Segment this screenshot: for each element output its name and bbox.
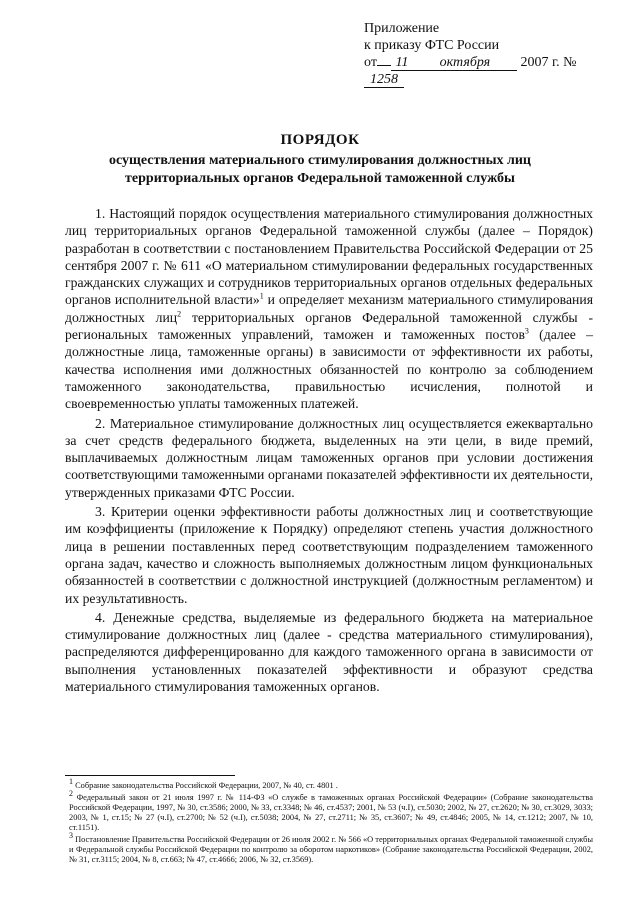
footnote-divider (65, 775, 235, 776)
date-month: октября (413, 55, 517, 71)
paragraph-1-part-c: территориальных органов Федеральной таможенной службы - региональных таможенных управлений, таможен и таможенных постов (65, 309, 594, 343)
footnote-2-text: Федеральный закон от 21 июля 1997 г. № 114-ФЗ «О службе в таможенных органах Российской Федерации» (Собрание законодательства Российской Федерации, 1997, № 30, ст.3586; 2000, № 33, ст.3348; № 46, ст.4537; 2001, № 53 (ч.I), ст.5030; 2002, № 27, ст.2620; № 30, ст.3029, 3033; 2003, № 1, ст.15; № 27 (ч.I), ст.2700; № 52 (ч.I), ст.5038; 2004, № 27, ст.2711; № 35, ст.3607; № 49, ст.4846; 2005, № 14, ст.1212; 2007, № 10, ст.1151). (69, 793, 593, 832)
paragraph-4: 4. Денежные средства, выделяемые из федерального бюджета на материальное стимулирование должностных лиц (далее - средства материального стимулирования), распределяются дифференцированно для каждого таможенного органа в зависимости от выполнения установленных показателей эффективности и образуют средства материального стимулирования таможенных органов. (65, 609, 593, 695)
paragraph-3: 3. Критерии оценки эффективности работы должностных лиц и соответствующие им коэффициенты (приложение к Порядку) определяют степень участия должностного лица в решении поставленных перед соответствующим подразделением таможенного органа задач, качество и сложность выполняемых должностным лицом функциональных обязанностей в соответствии с должностной инструкцией (должностным регламентом) и их результативность. (65, 504, 593, 606)
order-number: 1258 (364, 72, 404, 88)
document-subtitle (0, 152, 640, 188)
paragraph-1-part-b: и определяет механизм материального стимулирования должностных лиц (65, 292, 593, 325)
paragraph-1 (65, 205, 593, 413)
date-blank-left (377, 65, 391, 66)
paragraph-1-part-d: (далее – должностные лица, таможенные органы) в зависимости от эффективности их работы, качества исполнения ими должностных обязанностей по контролю за соблюдением таможенного законодательства, правильностью исчисления, полнотой и своевременностью уплаты таможенных платежей. (65, 327, 593, 412)
paragraph-2: 2. Материальное стимулирование должностных лиц осуществляется ежеквартально за счет средств федерального бюджета, выделенных на эти цели, в виде премий, выплачиваемых должностным лицам таможенных органов при условии достижения соответствующими таможенными органами показателей эффективности их деятельности, утвержденных приказами ФТС России. (65, 415, 593, 500)
footnote-1 (65, 777, 593, 791)
date-prefix: от (364, 55, 377, 70)
subtitle-line-1: осуществления материального стимулирования должностных лиц (109, 153, 531, 168)
footnote-2-mark: 2 (69, 789, 73, 799)
footnote-1-mark: 1 (69, 777, 73, 787)
footnote-1-text: Собрание законодательства Российской Федерации, 2007, № 40, ст. 4801 . (73, 781, 338, 790)
paragraph-1-part-a: 1. Настоящий порядок осуществления материального стимулирования должностных лиц территориальных органов Федеральной таможенной службы (далее – Порядок) разработан в соответствии с постановлением Правительства Российской Федерации от 25 сентября 2007 г. № 611 «О материальном стимулировании федеральных государственных гражданских служащих и сотрудников территориальных органов отдельных федеральных органов исполнительной власти» (65, 206, 593, 308)
footnote-ref-1: 1 (259, 291, 264, 301)
appendix-stamp (364, 20, 614, 88)
footnote-2 (65, 789, 593, 833)
date-day: 11 (391, 55, 413, 71)
footnote-ref-2: 2 (177, 309, 182, 319)
appendix-label: Приложение (364, 21, 440, 36)
date-year: 2007 г. № (520, 55, 577, 70)
subtitle-line-2: территориальных органов Федеральной таможенной службы (125, 171, 515, 186)
order-reference: к приказу ФТС России (364, 38, 500, 53)
document-body (65, 205, 593, 697)
footnotes (65, 777, 593, 867)
footnote-3 (65, 831, 593, 865)
footnote-3-mark: 3 (69, 831, 73, 841)
document-title: ПОРЯДОК (280, 132, 360, 148)
order-date-line (364, 54, 614, 88)
footnote-3-text: Постановление Правительства Российской Федерации от 26 июля 2002 г. № 566 «О территориальных органах Федеральной таможенной службы и Федеральной службы Российской Федерации по контролю за оборотом наркотиков» (Собрание законодательства Российской Федерации, 2002, № 31, ст.3115; 2004, № 8, ст.663; № 47, ст.4666; 2006, № 32, ст.3569). (69, 835, 593, 864)
footnote-ref-3: 3 (524, 326, 529, 336)
